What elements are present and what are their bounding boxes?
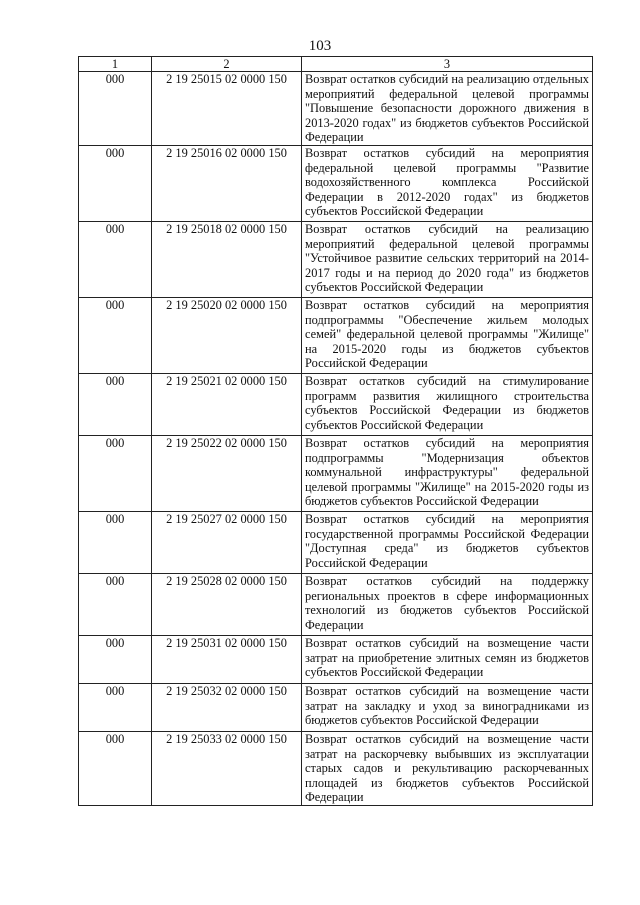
admin-code-cell: 000 (79, 374, 152, 436)
budget-code-cell: 2 19 25033 02 0000 150 (152, 732, 302, 806)
description-cell: Возврат остатков субсидий на мероприятия подпрограммы "Обеспечение жильем молодых семей" федеральной целевой программы "Жилище" на 2015-2020 годы из бюджетов субъектов Российской Федерации (302, 298, 593, 374)
admin-code-cell: 000 (79, 298, 152, 374)
description-cell: Возврат остатков субсидий на возмещение части затрат на приобретение элитных семян из бюджетов субъектов Российской Федерации (302, 636, 593, 684)
page-number: 103 (308, 38, 332, 54)
column-header-1: 1 (79, 57, 152, 72)
column-header-2: 2 (152, 57, 302, 72)
table-row (79, 512, 593, 574)
description-cell: Возврат остатков субсидий на мероприятия федеральной целевой программы "Развитие водохозяйственного комплекса Российской Федерации в 2012-2020 годах" из бюджетов субъектов Российской Федерации (302, 146, 593, 222)
table-row (79, 222, 593, 298)
table-header-row (79, 57, 593, 72)
table-row (79, 684, 593, 732)
budget-code-cell: 2 19 25028 02 0000 150 (152, 574, 302, 636)
budget-code-cell: 2 19 25031 02 0000 150 (152, 636, 302, 684)
budget-code-cell: 2 19 25027 02 0000 150 (152, 512, 302, 574)
table-row (79, 636, 593, 684)
table-row (79, 436, 593, 512)
description-cell: Возврат остатков субсидий на мероприятия подпрограммы "Модернизация объектов коммунальной инфраструктуры" федеральной целевой программы "Жилище" на 2015-2020 годы из бюджетов субъектов Российской Федерации (302, 436, 593, 512)
budget-code-cell: 2 19 25032 02 0000 150 (152, 684, 302, 732)
admin-code-cell: 000 (79, 72, 152, 146)
description-cell: Возврат остатков субсидий на возмещение части затрат на раскорчевку выбывших из эксплуатации старых садов и рекультивацию раскорчеванных площадей из бюджетов субъектов Российской Федерации (302, 732, 593, 806)
budget-code-cell: 2 19 25022 02 0000 150 (152, 436, 302, 512)
admin-code-cell: 000 (79, 222, 152, 298)
table-row (79, 146, 593, 222)
description-cell: Возврат остатков субсидий на реализацию мероприятий федеральной целевой программы "Устойчивое развитие сельских территорий на 2014-2017 годы и на период до 2020 года" из бюджетов субъектов Российской Федерации (302, 222, 593, 298)
budget-classification-table (78, 56, 593, 806)
description-cell: Возврат остатков субсидий на мероприятия государственной программы Российской Федерации "Доступная среда" из бюджетов субъектов Российской Федерации (302, 512, 593, 574)
table-row (79, 574, 593, 636)
table-row (79, 72, 593, 146)
description-cell: Возврат остатков субсидий на стимулирование программ развития жилищного строительства субъектов Российской Федерации из бюджетов субъектов Российской Федерации (302, 374, 593, 436)
description-cell: Возврат остатков субсидий на реализацию отдельных мероприятий федеральной целевой программы "Повышение безопасности дорожного движения в 2013-2020 годах" из бюджетов субъектов Российской Федерации (302, 72, 593, 146)
budget-code-cell: 2 19 25015 02 0000 150 (152, 72, 302, 146)
admin-code-cell: 000 (79, 574, 152, 636)
description-cell: Возврат остатков субсидий на возмещение части затрат на закладку и уход за виноградниками из бюджетов субъектов Российской Федерации (302, 684, 593, 732)
budget-code-cell: 2 19 25018 02 0000 150 (152, 222, 302, 298)
admin-code-cell: 000 (79, 684, 152, 732)
budget-code-cell: 2 19 25016 02 0000 150 (152, 146, 302, 222)
admin-code-cell: 000 (79, 436, 152, 512)
table-row (79, 298, 593, 374)
table-row (79, 732, 593, 806)
admin-code-cell: 000 (79, 512, 152, 574)
description-cell: Возврат остатков субсидий на поддержку региональных проектов в сфере информационных технологий из бюджетов субъектов Российской Федерации (302, 574, 593, 636)
budget-code-cell: 2 19 25020 02 0000 150 (152, 298, 302, 374)
table-row (79, 374, 593, 436)
admin-code-cell: 000 (79, 732, 152, 806)
column-header-3: 3 (302, 57, 593, 72)
admin-code-cell: 000 (79, 146, 152, 222)
budget-code-cell: 2 19 25021 02 0000 150 (152, 374, 302, 436)
admin-code-cell: 000 (79, 636, 152, 684)
